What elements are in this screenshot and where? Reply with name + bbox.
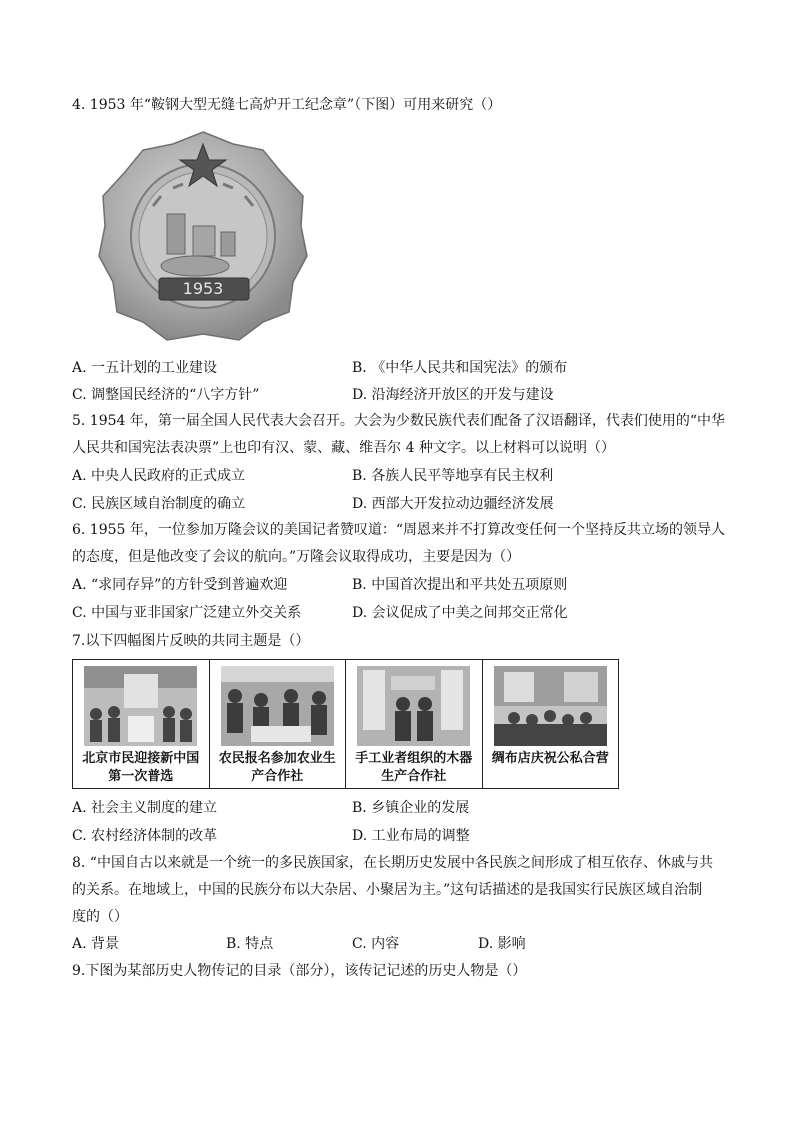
cooperative-signup-photo bbox=[221, 666, 334, 746]
fabric-store-celebration-photo bbox=[494, 666, 607, 746]
q5-stem-line2: 人民共和国宪法表决票”上也印有汉、蒙、藏、维吾尔 4 种文字。以上材料可以说明（） bbox=[72, 440, 615, 456]
q6-option-a: A. “求同存异”的方针受到普遍欢迎 bbox=[72, 577, 288, 593]
commemorative-medal-image bbox=[82, 128, 324, 348]
q5-stem-line1: 5. 1954 年，第一届全国人民代表大会召开。大会为少数民族代表们配备了汉语翻译，代表们使用的“中华 bbox=[72, 413, 726, 429]
q6-option-c: C. 中国与亚非国家广泛建立外交关系 bbox=[72, 605, 302, 621]
q5-option-b: B. 各族人民平等地享有民主权利 bbox=[352, 468, 554, 484]
q7-option-c: C. 农村经济体制的改革 bbox=[72, 828, 218, 844]
q7-option-a: A. 社会主义制度的建立 bbox=[72, 800, 218, 816]
handicraft-cooperative-photo bbox=[357, 666, 470, 746]
q6-option-b: B. 中国首次提出和平共处五项原则 bbox=[352, 577, 568, 593]
q5-option-d: D. 西部大开发拉动边疆经济发展 bbox=[352, 496, 554, 512]
q7-picture-cell-2 bbox=[209, 660, 346, 789]
q6-stem-line1: 6. 1955 年，一位参加万隆会议的美国记者赞叹道：“周恩来并不打算改变任何一个坚持反共立场的领导人 bbox=[72, 522, 726, 538]
q7-caption-1-line2: 第一次普选 bbox=[108, 769, 174, 784]
q7-option-b: B. 乡镇企业的发展 bbox=[352, 800, 470, 816]
q7-caption-2-line2: 产合作社 bbox=[251, 769, 304, 784]
q8-stem-line2: 的关系。在地域上，中国的民族分布以大杂居、小聚居为主。”这句话描述的是我国实行民族区域自治制 bbox=[72, 882, 703, 898]
q8-option-d: D. 影响 bbox=[478, 936, 526, 952]
q8-option-c: C. 内容 bbox=[352, 936, 400, 952]
q7-caption-1-line1: 北京市民迎接新中国 bbox=[82, 751, 200, 766]
q4-option-d: D. 沿海经济开放区的开发与建设 bbox=[352, 387, 554, 403]
q5-option-a: A. 中央人民政府的正式成立 bbox=[72, 468, 246, 484]
q7-option-d: D. 工业布局的调整 bbox=[352, 828, 470, 844]
q4-option-a: A. 一五计划的工业建设 bbox=[72, 360, 218, 376]
q7-picture-table bbox=[72, 659, 619, 789]
q8-stem-line3: 度的（） bbox=[72, 909, 128, 925]
q7-caption-3-line1: 手工业者组织的木器 bbox=[355, 751, 473, 766]
q8-option-b: B. 特点 bbox=[226, 936, 274, 952]
q7-stem: 7.以下四幅图片反映的共同主题是（） bbox=[72, 633, 310, 649]
q8-option-a: A. 背景 bbox=[72, 936, 120, 952]
q6-option-d: D. 会议促成了中美之间邦交正常化 bbox=[352, 605, 568, 621]
q7-picture-cell-1 bbox=[73, 660, 210, 789]
q4-stem: 4. 1953 年“鞍钢大型无缝七高炉开工纪念章”（下图）可用来研究（） bbox=[72, 97, 502, 113]
medal-year-text: 1953 bbox=[182, 279, 224, 298]
q7-caption-3-line2: 生产合作社 bbox=[381, 769, 447, 784]
q8-stem-line1: 8. “中国自古以来就是一个统一的多民族国家，在长期历史发展中各民族之间形成了相互依存、休戚与共 bbox=[72, 855, 713, 871]
q7-picture-cell-4 bbox=[482, 660, 619, 789]
q7-picture-cell-3 bbox=[346, 660, 483, 789]
q7-caption-2-line1: 农民报名参加农业生 bbox=[218, 751, 336, 766]
q7-caption-4-line1: 绸布店庆祝公私合营 bbox=[491, 751, 609, 766]
q6-stem-line2: 的态度，但是他改变了会议的航向。”万隆会议取得成功，主要是因为（） bbox=[72, 549, 521, 565]
q9-stem: 9.下图为某部历史人物传记的目录（部分），该传记记述的历史人物是（） bbox=[72, 963, 527, 979]
q5-option-c: C. 民族区域自治制度的确立 bbox=[72, 496, 246, 512]
election-photo bbox=[84, 666, 197, 746]
q4-option-b: B. 《中华人民共和国宪法》的颁布 bbox=[352, 360, 568, 376]
q4-option-c: C. 调整国民经济的“八字方针” bbox=[72, 387, 260, 403]
